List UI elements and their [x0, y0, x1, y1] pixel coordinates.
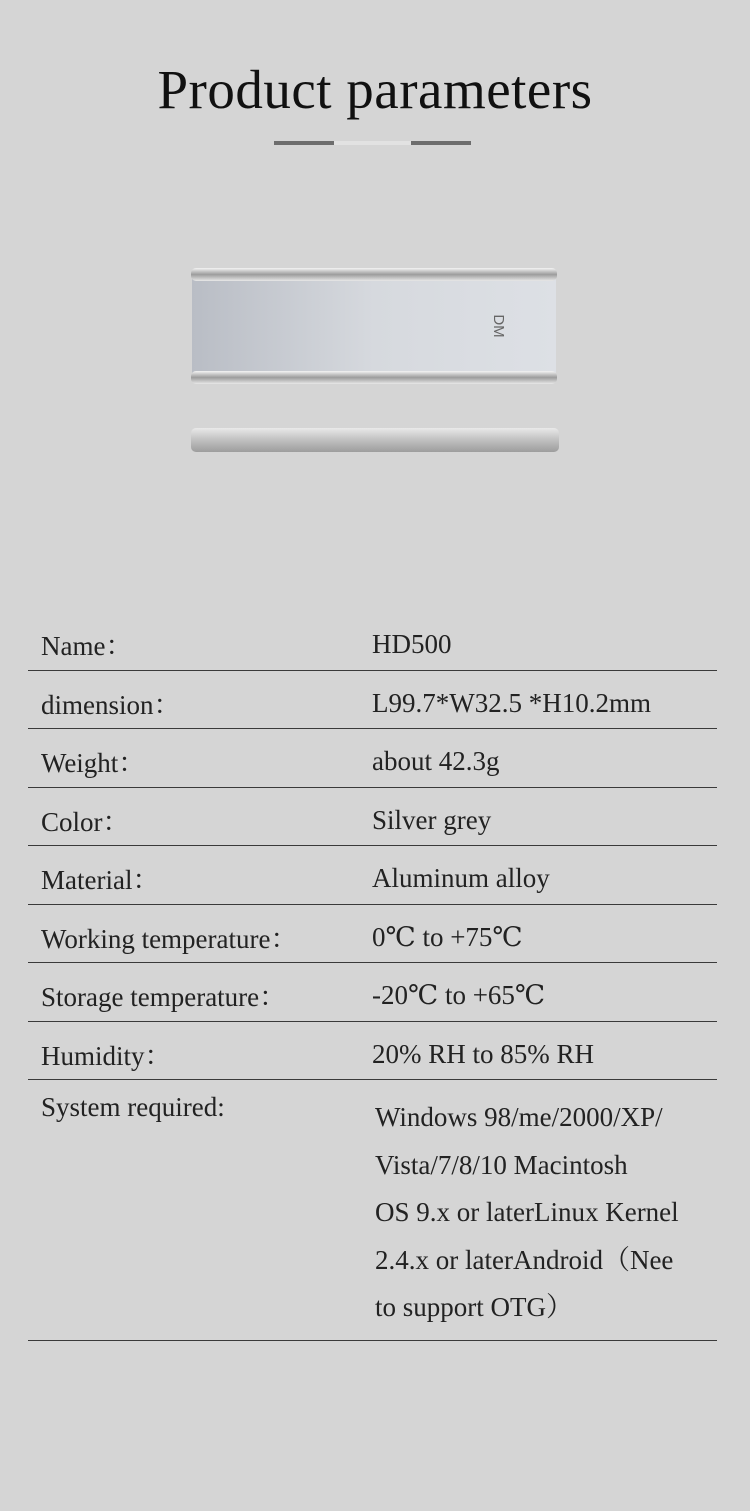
system-line: Vista/7/8/10 Macintosh	[375, 1149, 628, 1180]
spec-value: about 42.3g	[372, 746, 500, 776]
spec-row-dimension	[28, 671, 717, 730]
spec-row-humidity	[28, 1022, 717, 1081]
spec-label: Storage temperature：	[41, 982, 287, 1012]
spec-label: Humidity：	[41, 1040, 172, 1071]
page-title: Product parameters	[157, 59, 593, 120]
spec-label: Color：	[41, 806, 130, 837]
dm-logo-icon	[490, 314, 507, 337]
spec-value: Silver grey	[372, 804, 492, 835]
spec-row-storage-temperature	[28, 963, 717, 1022]
spec-row-name	[28, 612, 717, 671]
spec-row-working-temperature	[28, 905, 717, 964]
spec-row-system-required	[28, 1080, 717, 1341]
svg-text:DM: DM	[490, 314, 507, 338]
spec-value: Aluminum alloy	[372, 863, 550, 893]
title-divider-right	[411, 141, 471, 145]
spec-label: Weight：	[41, 748, 146, 778]
spec-label: Working temperature：	[41, 923, 298, 954]
spec-label: Material：	[41, 865, 160, 895]
spec-row-weight	[28, 729, 717, 788]
product-side-view-image	[191, 428, 559, 454]
spec-value: 20% RH to 85% RH	[372, 1038, 594, 1069]
spec-row-color	[28, 788, 717, 847]
spec-value: 0℃ to +75℃	[372, 921, 523, 952]
product-top-view-image	[191, 266, 557, 386]
system-line: Windows 98/me/2000/XP/	[375, 1102, 663, 1132]
spec-row-material	[28, 846, 717, 905]
spec-label: Name：	[41, 631, 133, 661]
spec-value-system	[375, 1094, 710, 1332]
system-line: to support OTG）	[375, 1292, 573, 1322]
system-line: 2.4.x or laterAndroid（Nee	[375, 1244, 674, 1275]
spec-table	[28, 612, 717, 1341]
spec-label: dimension：	[41, 689, 181, 720]
spec-value: -20℃ to +65℃	[372, 980, 546, 1010]
title-divider-left	[274, 141, 334, 145]
title-divider-center	[334, 141, 411, 145]
system-line: OS 9.x or laterLinux Kernel	[375, 1197, 679, 1227]
spec-label: System required:	[41, 1092, 225, 1122]
spec-value: L99.7*W32.5 *H10.2mm	[372, 687, 651, 718]
spec-value: HD500	[372, 629, 452, 659]
